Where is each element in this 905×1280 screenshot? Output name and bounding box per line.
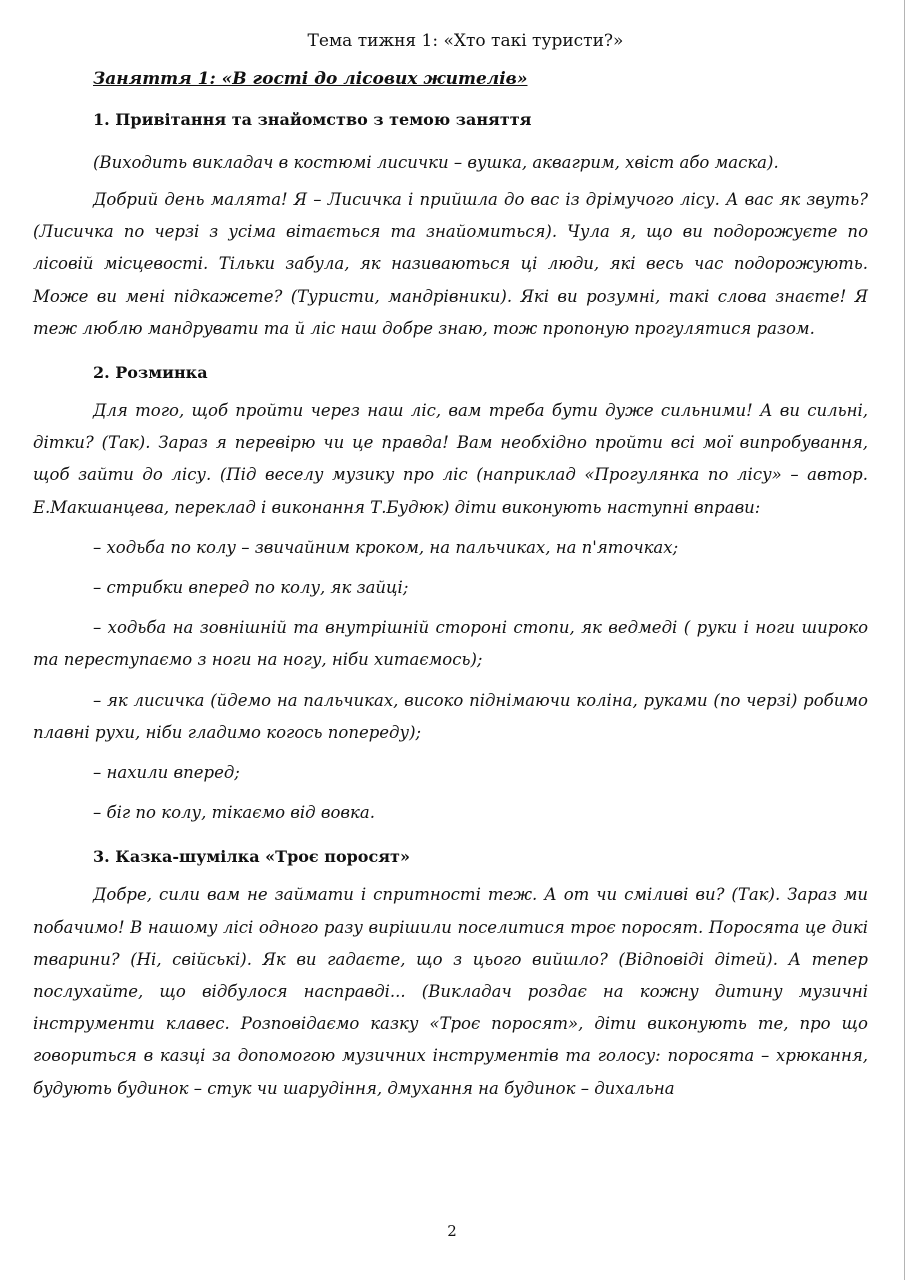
section-heading-greeting: 1. Привітання та знайомство з темою заняття <box>93 110 532 129</box>
lesson-heading: Заняття 1: «В гості до лісових жителів» <box>93 69 528 89</box>
warmup-paragraph: Для того, щоб пройти через наш ліс, вам треба бути дуже сильними! А ви сильні, дітки? (Так). Зараз я перевірю чи це правда! Вам необхідно пройти всі мої випробування, щоб зайти до лісу. (Під веселу музику про ліс (наприклад «Прогулянка по лісу» – автор. Е.Макшанцева, переклад і виконання Т.Будюк) діти виконують наступні вправи: <box>33 401 868 517</box>
exercise-item: – стрибки вперед по колу, як зайці; <box>93 578 409 598</box>
exercise-item: – нахили вперед; <box>93 763 240 783</box>
exercise-item: – як лисичка (йдемо на пальчиках, високо піднімаючи коліна, руками (по черзі) робимо плавні рухи, ніби гладимо когось попереду); <box>33 690 868 742</box>
fairytale-paragraph: Добре, сили вам не займати і спритності теж. А от чи сміливі ви? (Так). Зараз ми побачимо! В нашому лісі одного разу вирішили поселитися троє поросят. Поросята це дикі тварини? (Ні, свійські). Як ви гадаєте, що з цього вийшло? (Відповіді дітей). А тепер послухайте, що відбулося насправді... (Викладач роздає на кожну дитину музичні інструменти клавес. Розповідаємо казку «Троє поросят», діти виконують те, про що говориться в казці за допомогою музичних інструментів та голосу: поросята – хрюкання, будують будинок – стук чи шарудіння, дмухання на будинок – дихальна <box>33 885 868 1098</box>
page-number: 2 <box>447 1222 457 1240</box>
exercise-item: – ходьба по колу – звичайним кроком, на пальчиках, на п'яточках; <box>93 537 679 557</box>
section-heading-fairytale: 3. Казка-шумілка «Троє поросят» <box>93 847 410 867</box>
exercise-item: – ходьба на зовнішній та внутрішній стороні стопи, як ведмеді ( руки і ноги широко та переступаємо з ноги на ногу, ніби хитаємось); <box>33 618 868 670</box>
exercise-item: – біг по колу, тікаємо від вовка. <box>93 803 375 823</box>
page-content <box>33 24 868 1113</box>
stage-note: (Виходить викладач в костюмі лисички – вушка, аквагрим, хвіст або маска). <box>93 153 779 172</box>
document-title: Тема тижня 1: «Хто такі туристи?» <box>307 31 624 51</box>
exercise-list <box>33 532 868 830</box>
greeting-paragraph: Добрий день малята! Я – Лисичка і прийшла до вас із дрімучого лісу. А вас як звуть? (Лисичка по черзі з усіма вітається та знайомиться). Чула я, що ви подорожуєте по лісовій місцевості. Тільки забула, як називаються ці люди, які весь час подорожують. Може ви мені підкажете? (Туристи, мандрівники). Які ви розумні, такі слова знаєте! Я теж люблю мандрувати та й ліс наш добре знаю, тож пропоную прогулятися разом. <box>33 190 868 338</box>
section-heading-warmup: 2. Розминка <box>93 363 208 383</box>
